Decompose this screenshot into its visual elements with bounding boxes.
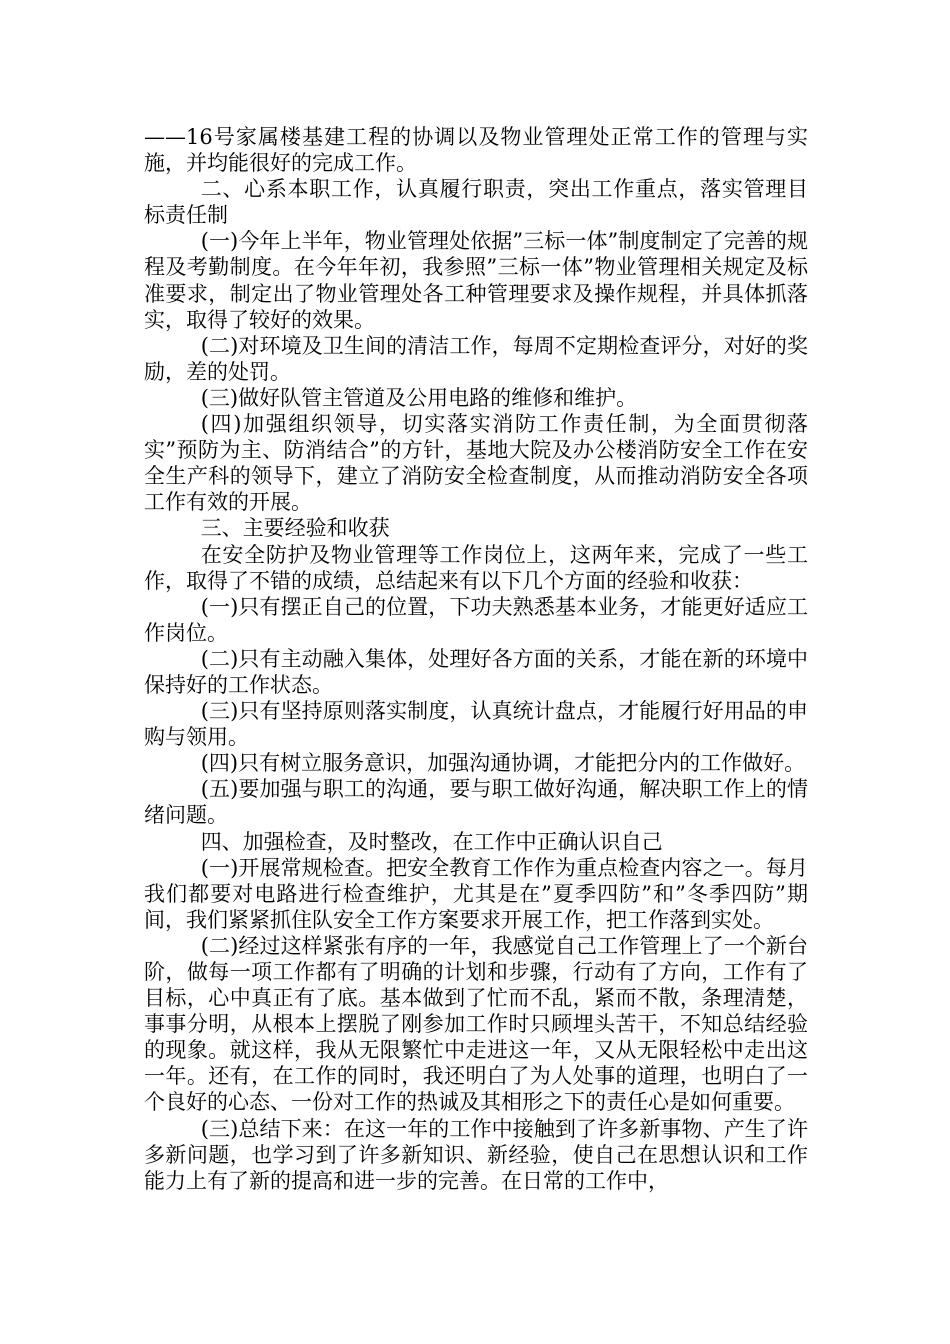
paragraph-3-intro: 在安全防护及物业管理等工作岗位上，这两年来，完成了一些工作，取得了不错的成绩，总结起来有以下几个方面的经验和收获： (144, 542, 808, 593)
paragraph-2-3: (三)做好队管主管道及公用电路的维修和维护。 (200, 385, 638, 410)
paragraph-4-3: (三)总结下来：在这一年的工作中接触到了许多新事物、产生了许多新问题，也学习到了许多新知识、新经验，使自己在思想认识和工作能力上有了新的提高和进一步的完善。在日常的工作中， (144, 1116, 808, 1193)
paragraph-3-5: (五)要加强与职工的沟通，要与职工做好沟通，解决职工作上的情绪问题。 (144, 777, 808, 828)
section-heading-4: 四、加强检查，及时整改，在工作中正确认识自己 (200, 829, 663, 854)
paragraph-4-2: (二)经过这样紧张有序的一年，我感觉自己工作管理上了一个新台阶，做每一项工作都有了明确的计划和步骤，行动有了方向，工作有了目标，心中真正有了底。基本做到了忙而不乱，紧而不散，条理清楚，事事分明，从根本上摆脱了刚参加工作时只顾埋头苦干，不知总结经验的现象。就这样，我从无限繁忙中走进这一年，又从无限轻松中走出这一年。还有，在工作的同时，我还明白了为人处事的道理，也明白了一个良好的心态、一份对工作的热诚及其相形之下的责任心是如何重要。 (144, 933, 808, 1115)
section-heading-3: 三、主要经验和收获 (200, 516, 390, 541)
section-heading-2: 二、心系本职工作，认真履行职责，突出工作重点，落实管理目标责任制 (144, 177, 808, 228)
paragraph-2-4: (四)加强组织领导，切实落实消防工作责任制，为全面贯彻落实”预防为主、防消结合”的方针，基地大院及办公楼消防安全工作在安全生产科的领导下，建立了消防安全检查制度，从而推动消防安全各项工作有效的开展。 (144, 412, 808, 515)
paragraph-continuation: ——16号家属楼基建工程的协调以及物业管理处正常工作的管理与实施，并均能很好的完成工作。 (144, 125, 808, 176)
paragraph-2-2: (二)对环境及卫生间的清洁工作，每周不定期检查评分，对好的奖励，差的处罚。 (144, 333, 808, 384)
paragraph-3-3: (三)只有坚持原则落实制度，认真统计盘点，才能履行好用品的申购与领用。 (144, 699, 808, 750)
paragraph-3-4: (四)只有树立服务意识，加强沟通协调，才能把分内的工作做好。 (200, 751, 806, 776)
document-body (144, 124, 808, 1194)
paragraph-3-2: (二)只有主动融入集体，处理好各方面的关系，才能在新的环境中保持好的工作状态。 (144, 646, 808, 697)
paragraph-2-1: (一)今年上半年，物业管理处依据”三标一体”制度制定了完善的规程及考勤制度。在今年年初，我参照”三标一体”物业管理相关规定及标准要求，制定出了物业管理处各工种管理要求及操作规程，并具体抓落实，取得了较好的效果。 (144, 229, 808, 332)
paragraph-3-1: (一)只有摆正自己的位置，下功夫熟悉基本业务，才能更好适应工作岗位。 (144, 594, 808, 645)
paragraph-4-1: (一)开展常规检查。把安全教育工作作为重点检查内容之一。每月我们都要对电路进行检查维护，尤其是在”夏季四防”和”冬季四防”期间，我们紧紧抓住队安全工作方案要求开展工作，把工作落到实处。 (144, 855, 808, 932)
